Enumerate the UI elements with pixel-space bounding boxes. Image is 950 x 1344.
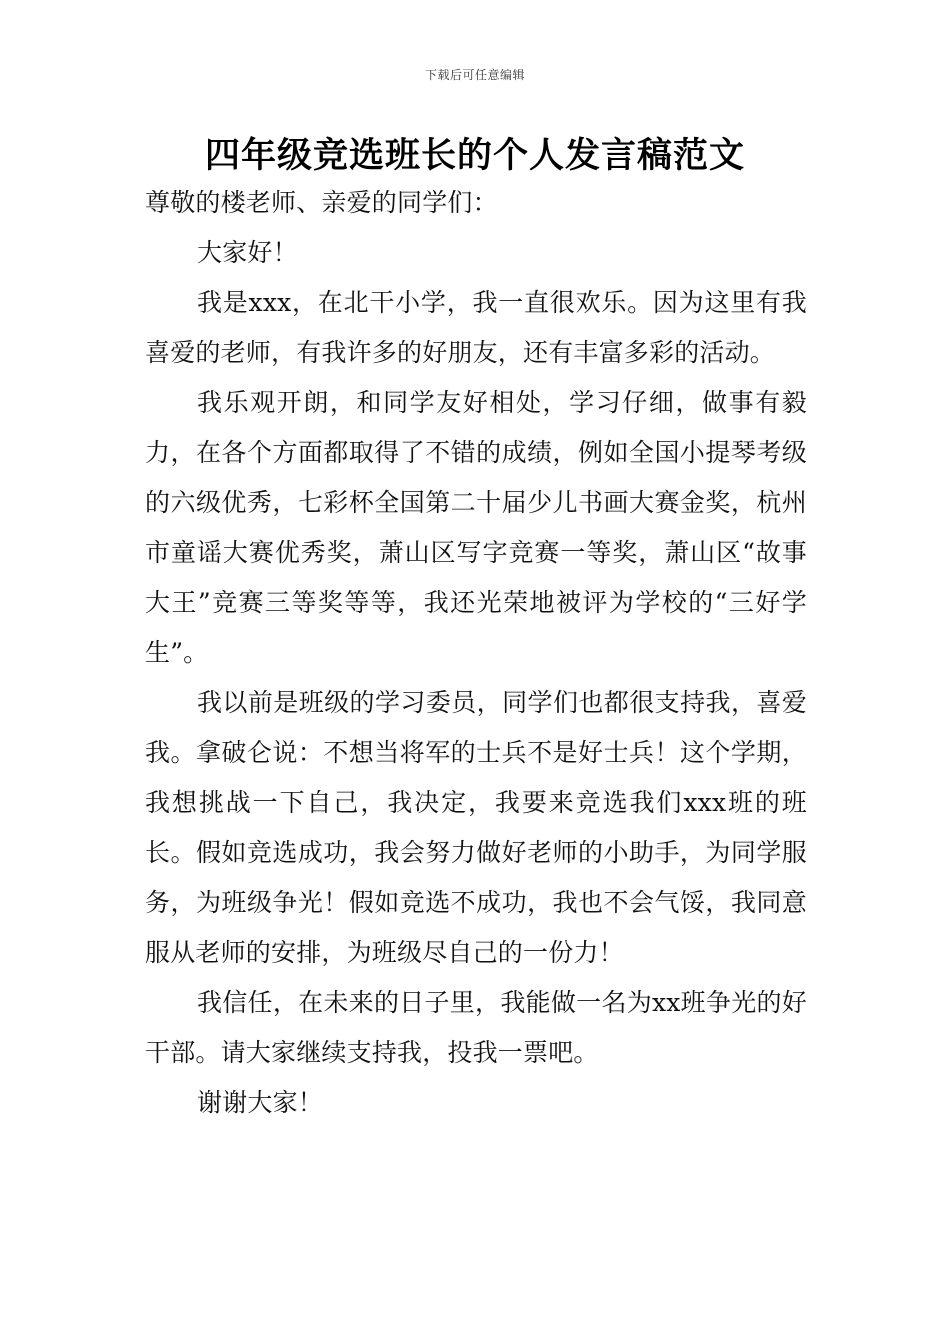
paragraph-achievements: 我乐观开朗，和同学友好相处，学习仔细，做事有毅力，在各个方面都取得了不错的成绩，例如全国小提琴考级的六级优秀，七彩杯全国第二十届少儿书画大赛金奖，杭州市童谣大赛优秀奖，萧山区写字竞赛一等奖，萧山区“故事大王”竞赛三等奖等等，我还光荣地被评为学校的“三好学生”。 — [145, 388, 807, 667]
greeting: 大家好！ — [197, 238, 298, 267]
paragraph-appeal: 我信任，在未来的日子里，我能做一名为xx班争光的好干部。请大家继续支持我，投我一票吧。 — [145, 988, 807, 1067]
paragraph-intro: 我是xxx，在北干小学，我一直很欢乐。因为这里有我喜爱的老师，有我许多的好朋友，还有丰富多彩的活动。 — [145, 288, 807, 367]
document-title: 四年级竞选班长的个人发言稿范文 — [204, 135, 745, 176]
paragraph-campaign: 我以前是班级的学习委员，同学们也都很支持我，喜爱我。拿破仑说：不想当将军的士兵不是好士兵！这个学期，我想挑战一下自己，我决定，我要来竞选我们xxx班的班长。假如竞选成功，我会努力做好老师的小助手，为同学服务，为班级争光！假如竞选不成功，我也不会气馁，我同意服从老师的安排，为班级尽自己的一份力！ — [145, 688, 807, 967]
header-note: 下载后可任意编辑 — [424, 68, 525, 82]
closing: 谢谢大家！ — [197, 1088, 324, 1117]
salutation: 尊敬的楼老师、亲爱的同学们： — [145, 188, 498, 217]
document-body — [145, 178, 807, 1128]
